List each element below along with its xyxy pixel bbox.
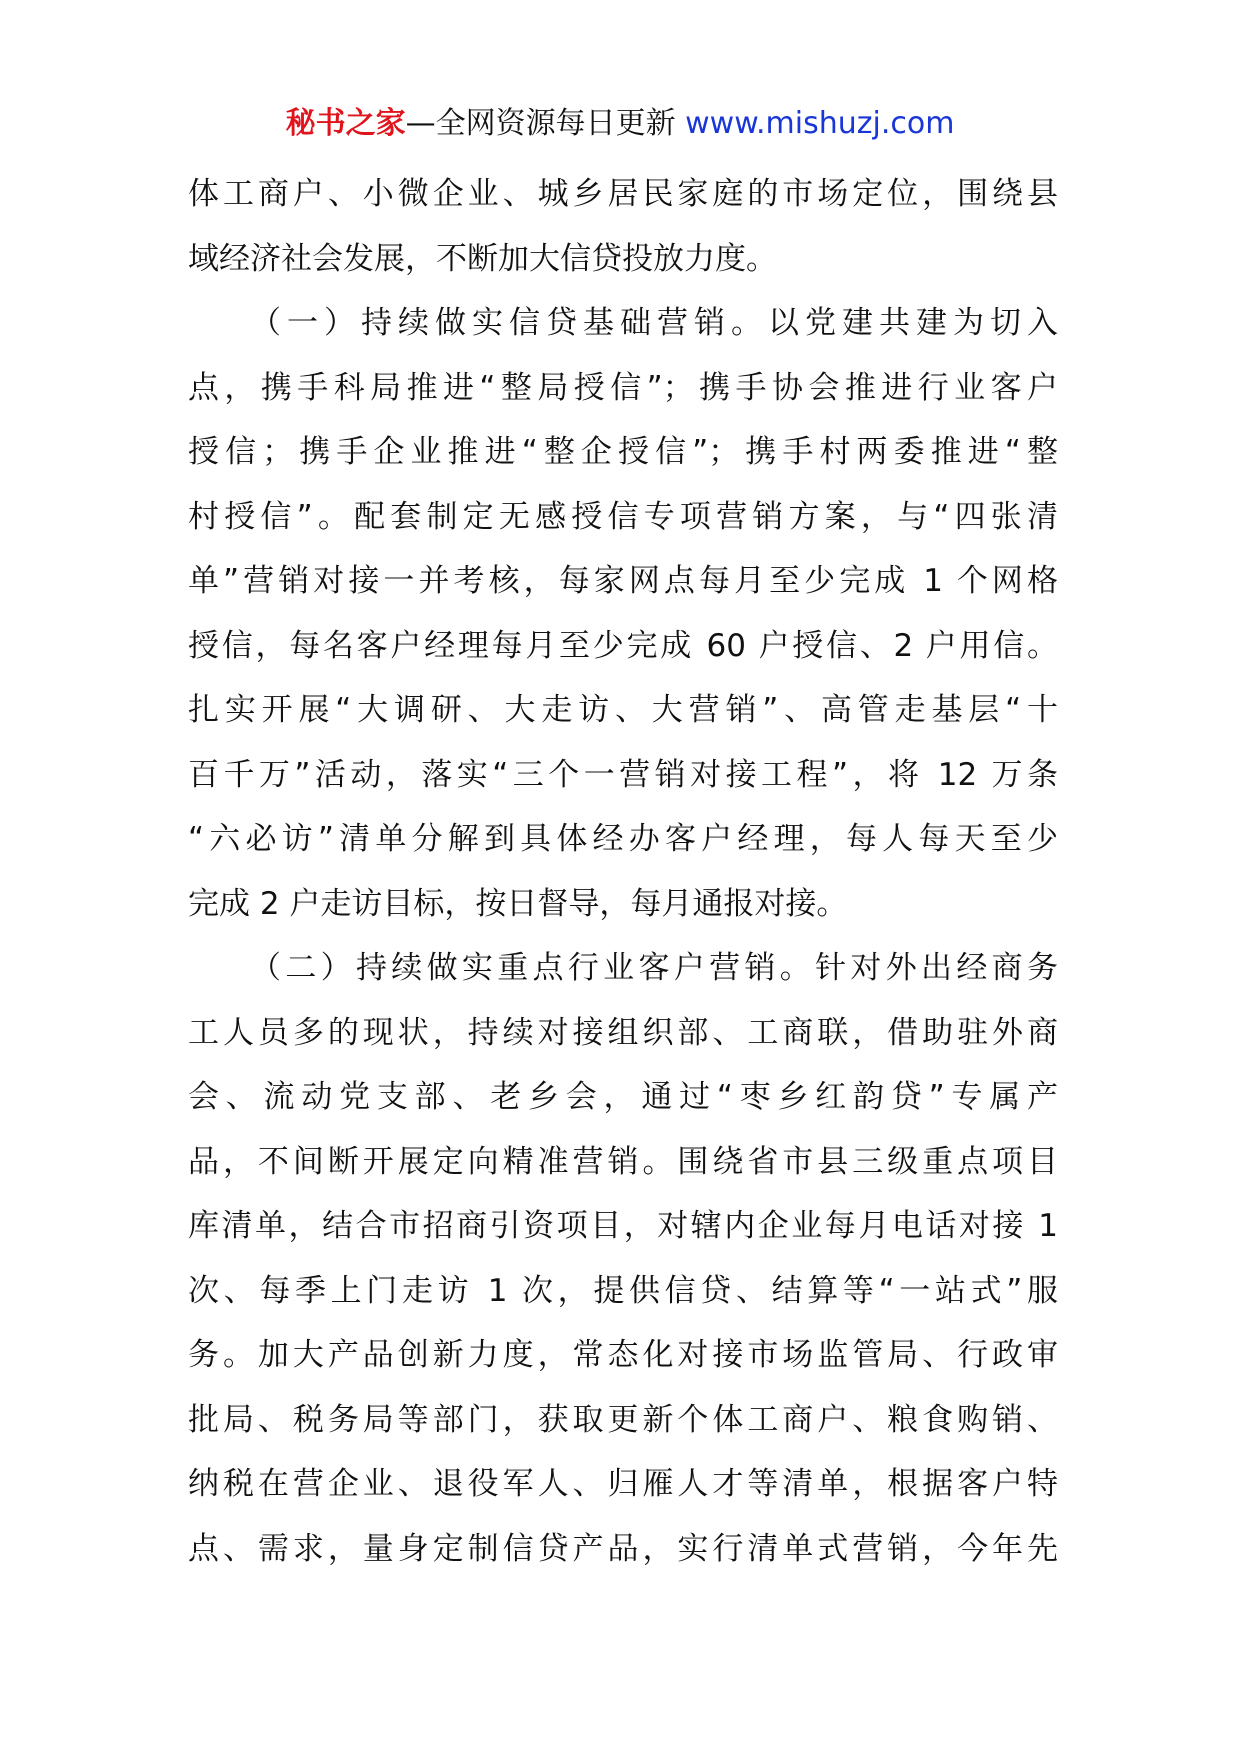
text-line: 村授信”。配套制定无感授信专项营销方案，与“四张清 [188, 498, 1058, 535]
text-line: 点，携手科局推进“整局授信”；携手协会推进行业客户 [188, 369, 1058, 406]
text-line: 会、流动党支部、老乡会，通过“枣乡红韵贷”专属产 [188, 1079, 1058, 1115]
text-line: 体工商户、小微企业、城乡居民家庭的市场定位，围绕县 [188, 176, 1058, 212]
page-header [0, 104, 1240, 144]
text-line: 域经济社会发展，不断加大信贷投放力度。 [188, 240, 777, 277]
text-line: 品，不间断开展定向精准营销。围绕省市县三级重点项目 [188, 1143, 1058, 1180]
text-line: 纳税在营企业、退役军人、归雁人才等清单，根据客户特 [188, 1466, 1058, 1502]
text-line: 工人员多的现状，持续对接组织部、工商联，借助驻外商 [188, 1014, 1058, 1051]
text-line: 库清单，结合市招商引资项目，对辖内企业每月电话对接 1 [188, 1208, 1058, 1244]
text-line: 完成 2 户走访目标，按日督导，每月通报对接。 [188, 885, 848, 922]
text-line: 次、每季上门走访 1 次，提供信贷、结算等“一站式”服 [188, 1272, 1058, 1309]
text-line: 点、需求，量身定制信贷产品，实行清单式营销，今年先 [188, 1530, 1058, 1567]
text-line: 百千万”活动，落实“三个一营销对接工程”，将 12 万条 [188, 756, 1058, 793]
text-line: 批局、税务局等部门，获取更新个体工商户、粮食购销、 [188, 1401, 1058, 1438]
paragraph-first-line: （一）持续做实信贷基础营销。以党建共建为切入 [250, 305, 1058, 341]
text-line: 扎实开展“大调研、大走访、大营销”、高管走基层“十 [188, 692, 1058, 728]
text-line: 单”营销对接一并考核，每家网点每月至少完成 1 个网格 [188, 563, 1058, 599]
header-tagline: —全网资源每日更新 [405, 106, 676, 141]
header-brand: 秘书之家 [285, 106, 406, 141]
text-line: 务。加大产品创新力度，常态化对接市场监管局、行政审 [188, 1337, 1058, 1373]
text-line: 授信，每名客户经理每月至少完成 60 户授信、2 户用信。 [188, 627, 1058, 664]
text-line: “六必访”清单分解到具体经办客户经理，每人每天至少 [188, 821, 1058, 857]
header-site-url[interactable]: www.mishuzj.com [685, 106, 955, 141]
text-line: 授信；携手企业推进“整企授信”；携手村两委推进“整 [188, 434, 1058, 470]
paragraph-first-line: （二）持续做实重点行业客户营销。针对外出经商务 [250, 950, 1058, 986]
body-text [188, 162, 1058, 1581]
